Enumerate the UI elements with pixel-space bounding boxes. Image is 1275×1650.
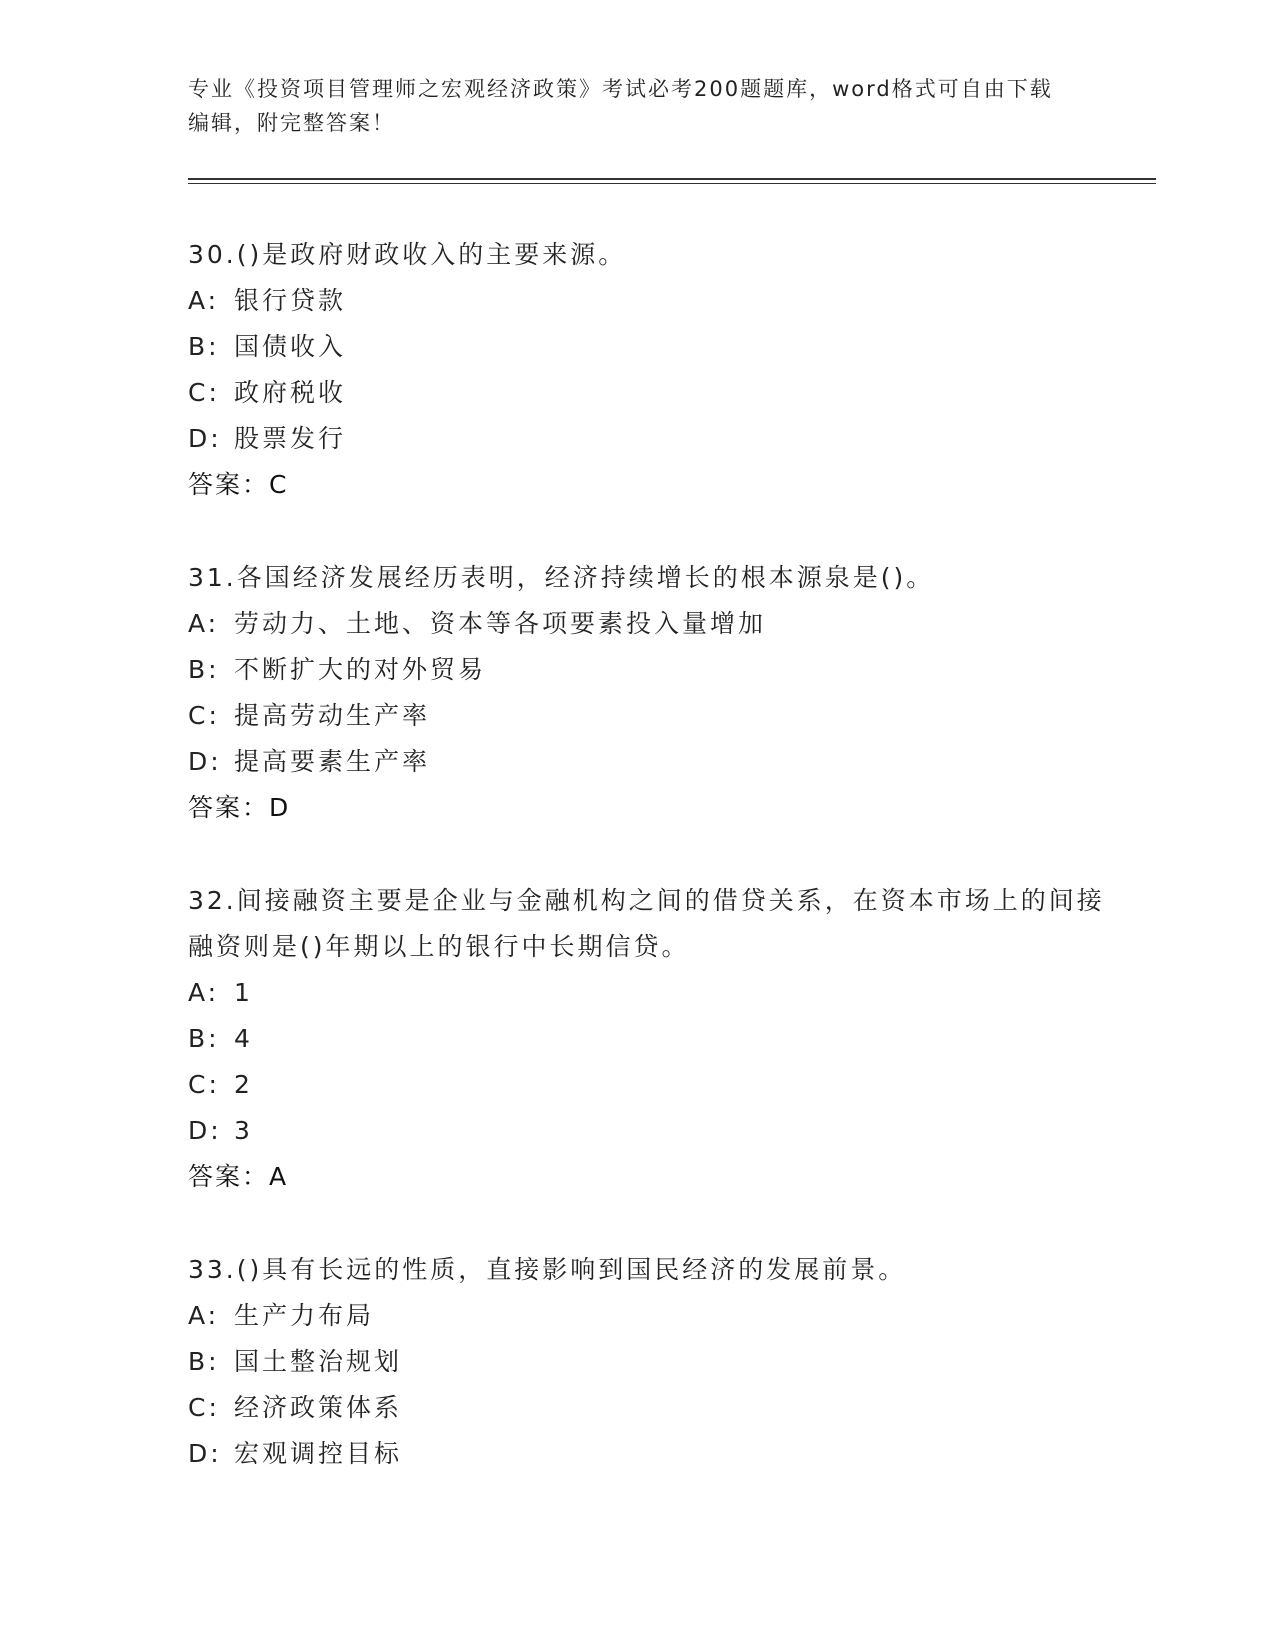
option-b: [188, 1016, 1118, 1062]
option-letter: C:: [188, 1070, 220, 1099]
option-letter: D:: [188, 1116, 222, 1145]
header-divider: [188, 178, 1156, 180]
document-intro-text: 专业《投资项目管理师之宏观经济政策》考试必考200题题库，word格式可自由下载编辑，附完整答案！: [188, 77, 1053, 135]
option-text: 2: [234, 1070, 253, 1099]
option-text: 银行贷款: [234, 286, 347, 315]
header-divider-thin: [188, 183, 1156, 184]
option-text: 股票发行: [234, 424, 347, 453]
option-d: [188, 416, 1118, 462]
option-letter: D:: [188, 747, 222, 776]
option-letter: A:: [188, 286, 220, 315]
option-c: [188, 1385, 1118, 1431]
option-text: 政府税收: [234, 378, 347, 407]
option-letter: A:: [188, 1301, 220, 1330]
option-letter: B:: [188, 332, 220, 361]
option-text: 不断扩大的对外贸易: [234, 655, 487, 684]
option-letter: C:: [188, 378, 220, 407]
option-d: [188, 1431, 1118, 1477]
option-text: 劳动力、土地、资本等各项要素投入量增加: [234, 609, 767, 638]
option-letter: B:: [188, 655, 220, 684]
option-text: 3: [234, 1116, 253, 1145]
option-a: [188, 970, 1118, 1016]
option-text: 宏观调控目标: [234, 1439, 403, 1468]
option-text: 1: [234, 978, 253, 1007]
question-item: [188, 232, 1118, 508]
option-letter: D:: [188, 1439, 222, 1468]
option-text: 提高劳动生产率: [234, 701, 431, 730]
option-b: [188, 324, 1118, 370]
option-a: [188, 1293, 1118, 1339]
option-letter: C:: [188, 1393, 220, 1422]
question-stem: 31.各国经济发展经历表明，经济持续增长的根本源泉是()。: [188, 563, 935, 592]
option-b: [188, 647, 1118, 693]
option-letter: B:: [188, 1024, 220, 1053]
question-stem: 32.间接融资主要是企业与金融机构之间的借贷关系，在资本市场上的间接融资则是()年期以上的银行中长期信贷。: [188, 886, 1105, 961]
option-c: [188, 1062, 1118, 1108]
option-letter: B:: [188, 1347, 220, 1376]
option-text: 生产力布局: [234, 1301, 375, 1330]
question-item: [188, 878, 1118, 1200]
option-text: 国土整治规划: [234, 1347, 403, 1376]
option-text: 4: [234, 1024, 253, 1053]
option-letter: C:: [188, 701, 220, 730]
option-text: 经济政策体系: [234, 1393, 403, 1422]
question-item: [188, 1247, 1118, 1477]
option-text: 提高要素生产率: [234, 747, 431, 776]
option-letter: A:: [188, 609, 220, 638]
question-list: [188, 232, 1118, 1524]
option-text: 国债收入: [234, 332, 347, 361]
question-stem: 30.()是政府财政收入的主要来源。: [188, 240, 627, 269]
answer-line: 答案：D: [188, 793, 291, 822]
answer-line: 答案：A: [188, 1162, 289, 1191]
option-letter: A:: [188, 978, 220, 1007]
option-a: [188, 278, 1118, 324]
option-d: [188, 1108, 1118, 1154]
option-b: [188, 1339, 1118, 1385]
option-c: [188, 693, 1118, 739]
option-a: [188, 601, 1118, 647]
option-d: [188, 739, 1118, 785]
option-letter: D:: [188, 424, 222, 453]
answer-line: 答案：C: [188, 470, 289, 499]
option-c: [188, 370, 1118, 416]
question-item: [188, 555, 1118, 831]
question-stem: 33.()具有长远的性质，直接影响到国民经济的发展前景。: [188, 1255, 907, 1284]
